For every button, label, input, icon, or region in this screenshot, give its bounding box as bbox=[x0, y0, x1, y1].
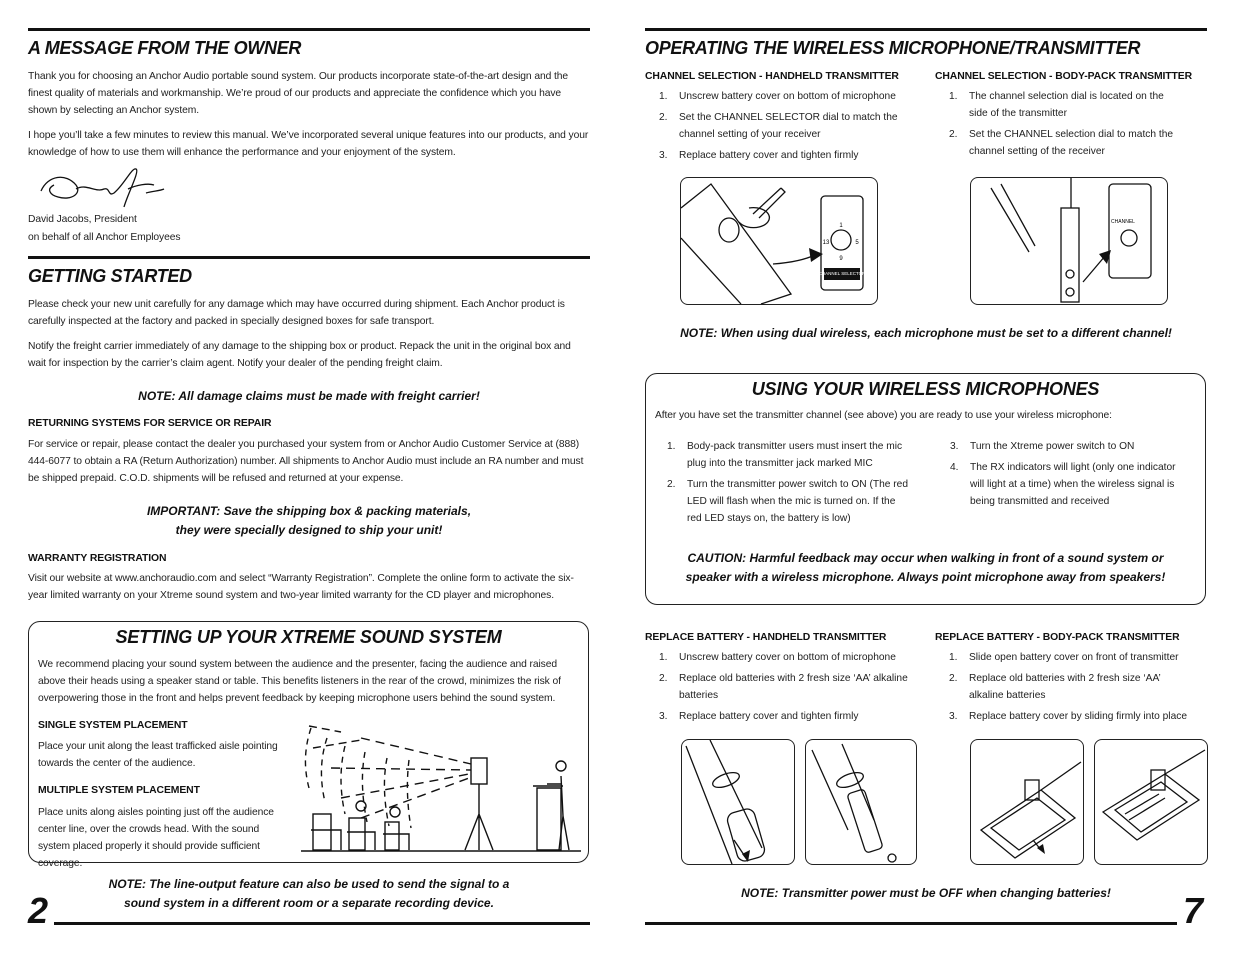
damage-claims-note: NOTE: All damage claims must be made with freight carrier! bbox=[138, 389, 480, 403]
important-note-line-2: they were specially designed to ship your unit! bbox=[175, 523, 443, 537]
page-number-left: 2 bbox=[28, 890, 49, 931]
dial-label: CHANNEL SELECTOR bbox=[818, 271, 866, 276]
setup-intro: We recommend placing your sound system between the audience and the presenter, facing the audience and raised above their heads using a speaker stand or table. This benefits listeners in the rear of the crowd, minimizes the risk of overpowering those in the front and helps prevent feedback by keeping microphone users behind the sound system. bbox=[38, 659, 561, 704]
using-steps-left bbox=[653, 438, 911, 531]
operating-title: OPERATING THE WIRELESS MICROPHONE/TRANSMITTER bbox=[645, 38, 1141, 58]
multiple-placement-title: MULTIPLE SYSTEM PLACEMENT bbox=[38, 785, 200, 796]
page-number-right: 7 bbox=[1183, 890, 1204, 931]
line-output-note-line-1: NOTE: The line-output feature can also be used to send the signal to a bbox=[108, 877, 510, 891]
signature bbox=[36, 163, 176, 213]
list-item: 1. Slide open battery cover on front of transmitter bbox=[949, 652, 1179, 663]
owner-title: A MESSAGE FROM THE OWNER bbox=[28, 38, 302, 58]
getting-started-paragraph-1: Please check your new unit carefully for any damage which may have occurred during shipment. Each Anchor product is carefully inspected at the factory and packed in specially designed boxes for safe transport. bbox=[28, 299, 565, 327]
handheld-battery-title: REPLACE BATTERY - HANDHELD TRANSMITTER bbox=[645, 632, 887, 643]
list-item: 2. Replace old batteries with 2 fresh size ‘AA’ alkaline batteries bbox=[659, 673, 908, 701]
signer-name: David Jacobs, President bbox=[28, 214, 137, 225]
svg-text:5: 5 bbox=[855, 240, 859, 246]
important-note-line-1: IMPORTANT: Save the shipping box & packing materials, bbox=[146, 504, 472, 518]
single-placement-text: Place your unit along the least trafficked aisle pointing towards the center of the audience. bbox=[38, 741, 278, 769]
handheld-battery-figure-1 bbox=[681, 739, 795, 865]
bodypack-battery-title: REPLACE BATTERY - BODY-PACK TRANSMITTER bbox=[935, 632, 1180, 643]
list-item: 1. Unscrew battery cover on bottom of microphone bbox=[659, 91, 896, 102]
list-item: 2. Set the CHANNEL SELECTOR dial to match the channel setting of your receiver bbox=[659, 112, 898, 140]
getting-started-title: GETTING STARTED bbox=[28, 266, 192, 286]
signer-subtitle: on behalf of all Anchor Employees bbox=[28, 232, 181, 243]
getting-started-paragraph-2: Notify the freight carrier immediately of any damage to the shipping box or product. Repack the unit in the original box and wait for inspection by the carrier’s claim agent. Notify your dealer of the pending freight claim. bbox=[28, 341, 571, 369]
power-off-note: NOTE: Transmitter power must be OFF when changing batteries! bbox=[741, 886, 1111, 900]
bottom-rule-right bbox=[645, 922, 1177, 925]
single-placement-title: SINGLE SYSTEM PLACEMENT bbox=[38, 720, 188, 731]
returning-text: For service or repair, please contact the dealer you purchased your system from or Anchor Audio Customer Service at (888) 444-6077 to obtain a RA (Return Authorization) number. All shipments to Anchor Audio must include an RA number and must be shipped prepaid. C.O.D. shipments will be refused and returned at your expense. bbox=[28, 439, 584, 484]
list-item: 1. Unscrew battery cover on bottom of microphone bbox=[659, 652, 896, 663]
list-item: 1. Body-pack transmitter users must insert the mic plug into the transmitter jack marked MIC bbox=[667, 441, 903, 469]
list-item: 2. Turn the transmitter power switch to ON (The red LED will flash when the mic is turned on. If the red LED stays on, the battery is low) bbox=[667, 479, 908, 524]
list-item: 2. Replace old batteries with 2 fresh size ‘AA’ alkaline batteries bbox=[949, 673, 1161, 701]
bottom-rule-left bbox=[54, 922, 590, 925]
top-rule bbox=[28, 28, 590, 31]
svg-text:9: 9 bbox=[839, 256, 843, 262]
dual-wireless-note: NOTE: When using dual wireless, each microphone must be set to a different channel! bbox=[680, 326, 1172, 340]
warranty-title: WARRANTY REGISTRATION bbox=[28, 553, 167, 564]
top-rule bbox=[645, 28, 1207, 31]
bodypack-battery-steps bbox=[935, 649, 1195, 729]
setup-title: SETTING UP YOUR XTREME SOUND SYSTEM bbox=[115, 627, 502, 647]
svg-text:13: 13 bbox=[822, 240, 830, 246]
handheld-channel-figure bbox=[680, 177, 878, 305]
audience-speaker-illustration bbox=[301, 718, 581, 858]
multiple-placement-text: Place units along aisles pointing just off the audience center line, over the crowds head. With the sound system placed properly it should provide sufficient coverage. bbox=[38, 807, 274, 869]
bodypack-dial-label: CHANNEL bbox=[1111, 219, 1135, 225]
bodypack-channel-figure bbox=[970, 177, 1168, 305]
setup-box bbox=[28, 621, 589, 869]
bodypack-channel-title: CHANNEL SELECTION - BODY-PACK TRANSMITTER bbox=[935, 71, 1193, 82]
list-item: 2. Set the CHANNEL selection dial to match the channel setting of the receiver bbox=[949, 129, 1174, 157]
owner-paragraph-2: I hope you’ll take a few minutes to review this manual. We’ve incorporated several unique features into our products, and your knowledge of how to use them will enhance the performance and your enjoyment of the system. bbox=[28, 130, 589, 158]
handheld-battery-steps bbox=[645, 649, 915, 729]
list-item: 4. The RX indicators will light (only one indicator will light at a time) when the wireless signal is being transmitted and received bbox=[950, 462, 1176, 507]
list-item: 3. Turn the Xtreme power switch to ON bbox=[950, 441, 1135, 452]
owner-paragraph-1: Thank you for choosing an Anchor Audio portable sound system. Our products incorporate state-of-the-art design and the finest quality of materials and workmanship. We’re proud of our products and appreciate the confidence which you have shown by selecting an Anchor system. bbox=[28, 71, 568, 116]
warranty-text: Visit our website at www.anchoraudio.com and select “Warranty Registration”. Complete the online form to activate the six-year limited warranty on your Xtreme sound system and two-year limited warranty for the CD player and microphones. bbox=[28, 573, 574, 601]
bodypack-battery-figure-2 bbox=[1094, 739, 1208, 865]
caution-line-2: speaker with a wireless microphone. Always point microphone away from speakers! bbox=[685, 570, 1166, 584]
using-steps-right bbox=[936, 438, 1176, 514]
bodypack-battery-figure-1 bbox=[970, 739, 1084, 865]
using-intro: After you have set the transmitter channel (see above) you are ready to use your wireless microphone: bbox=[655, 410, 1112, 421]
handheld-channel-title: CHANNEL SELECTION - HANDHELD TRANSMITTER bbox=[645, 71, 899, 82]
caution-line-1: CAUTION: Harmful feedback may occur when walking in front of a sound system or bbox=[687, 551, 1164, 565]
handheld-battery-figure-2 bbox=[805, 739, 917, 865]
getting-started-rule bbox=[28, 256, 590, 259]
list-item: 1. The channel selection dial is located on the side of the transmitter bbox=[949, 91, 1164, 119]
svg-text:1: 1 bbox=[839, 223, 843, 229]
line-output-note-line-2: sound system in a different room or a separate recording device. bbox=[124, 896, 494, 910]
handheld-channel-steps bbox=[645, 88, 915, 168]
using-title: USING YOUR WIRELESS MICROPHONES bbox=[751, 379, 1100, 399]
returning-title: RETURNING SYSTEMS FOR SERVICE OR REPAIR bbox=[28, 418, 272, 429]
list-item: 3. Replace battery cover and tighten firmly bbox=[659, 150, 859, 161]
bodypack-channel-steps bbox=[935, 88, 1185, 164]
list-item: 3. Replace battery cover by sliding firmly into place bbox=[949, 711, 1187, 722]
list-item: 3. Replace battery cover and tighten firmly bbox=[659, 711, 859, 722]
using-box bbox=[645, 373, 1206, 605]
